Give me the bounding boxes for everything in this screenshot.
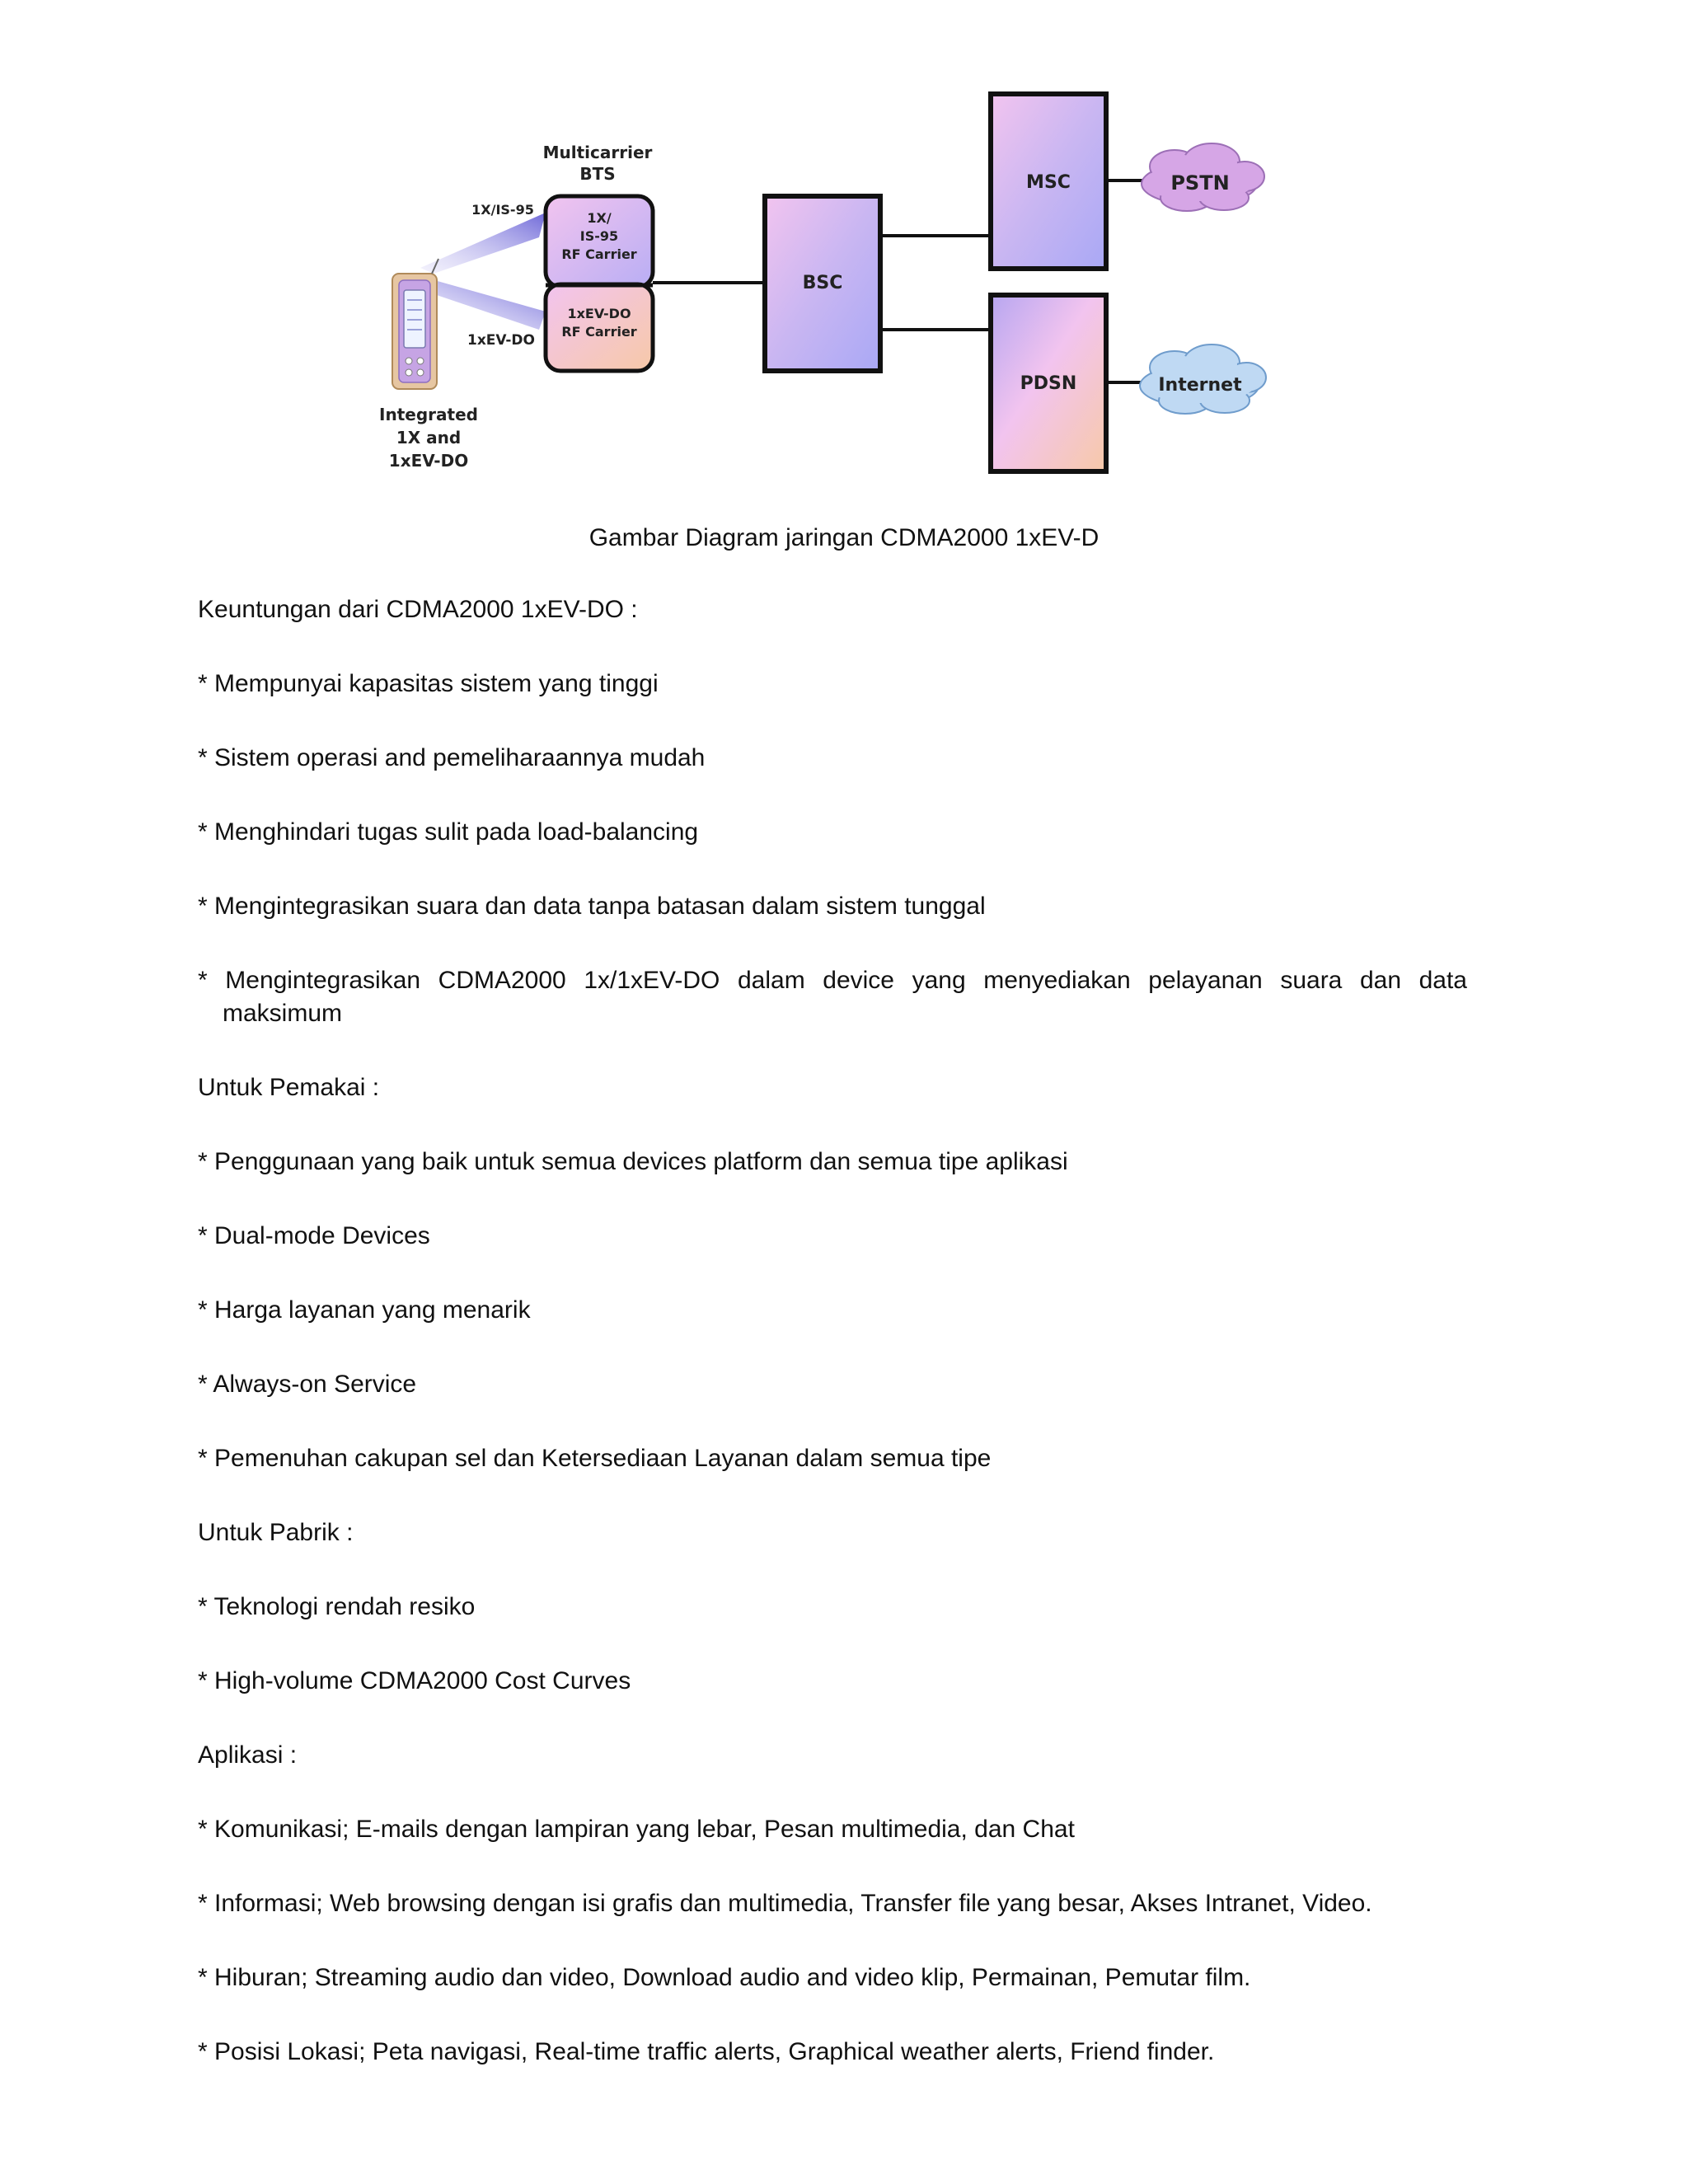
list-item: * Hiburan; Streaming audio dan video, Download audio and video klip, Permainan, Pemutar film. (198, 1964, 1251, 1991)
list-item: * Mengintegrasikan CDMA2000 1x/1xEV-DO dalam device yang menyediakan pelayanan suara dan data maksimum (198, 967, 1467, 1027)
bts-node (543, 143, 653, 371)
figure-caption: Gambar Diagram jaringan CDMA2000 1xEV-D (588, 524, 1100, 551)
device-label-line3: 1xEV-DO (388, 451, 469, 471)
bsc-node (765, 196, 880, 371)
device-label-line2: 1X and (396, 428, 462, 448)
radio-beam-evdo (422, 279, 546, 330)
pstn-label: PSTN (1170, 171, 1230, 194)
pdsn-label: PDSN (1020, 373, 1077, 394)
paragraph-manufacturer-heading: Untuk Pabrik : (198, 1519, 354, 1546)
paragraph-advantages-heading: Keuntungan dari CDMA2000 1xEV-DO : (198, 596, 638, 623)
paragraph-applications-heading: Aplikasi : (198, 1741, 298, 1769)
link-label-1x: 1X/IS-95 (471, 202, 534, 218)
device-label-line1: Integrated (379, 405, 478, 424)
list-item: * Pemenuhan cakupan sel dan Ketersediaan Layanan dalam semua tipe (198, 1445, 992, 1472)
list-item: * Posisi Lokasi; Peta navigasi, Real-time traffic alerts, Graphical weather alerts, Friend finder. (198, 2038, 1215, 2065)
list-item: * High-volume CDMA2000 Cost Curves (198, 1667, 631, 1694)
carrier1-line2: IS-95 (579, 228, 619, 244)
body-text (198, 593, 1467, 2110)
list-item: * Harga layanan yang menarik (198, 1296, 531, 1324)
bts-title-line1: Multicarrier (542, 143, 653, 162)
list-item: * Menghindari tugas sulit pada load-balancing (198, 818, 699, 846)
link-label-evdo: 1xEV-DO (467, 332, 535, 349)
carrier2-line1: 1xEV-DO (567, 306, 631, 321)
list-item: * Teknologi rendah resiko (198, 1593, 476, 1620)
list-item: * Mempunyai kapasitas sistem yang tinggi (198, 670, 659, 697)
radio-beam-1x (420, 213, 546, 274)
pdsn-node (991, 295, 1106, 471)
msc-node (991, 94, 1106, 269)
list-item: * Informasi; Web browsing dengan isi grafis dan multimedia, Transfer file yang besar, Akses Intranet, Video. (198, 1890, 1372, 1917)
paragraph-users-heading: Untuk Pemakai : (198, 1074, 380, 1101)
list-item: * Dual-mode Devices (198, 1222, 430, 1249)
list-item: * Komunikasi; E-mails dengan lampiran yang lebar, Pesan multimedia, dan Chat (198, 1816, 1075, 1843)
msc-label: MSC (1026, 172, 1071, 193)
list-item: * Penggunaan yang baik untuk semua devices platform dan semua tipe aplikasi (198, 1148, 1068, 1175)
internet-label: Internet (1158, 375, 1242, 396)
list-item: * Always-on Service (198, 1371, 417, 1398)
carrier1-line1: 1X/ (587, 210, 612, 226)
carrier1-line3: RF Carrier (561, 246, 637, 262)
list-item: * Sistem operasi and pemeliharaannya mudah (198, 744, 706, 771)
bsc-label: BSC (802, 273, 843, 293)
cdma-network-diagram (363, 82, 1335, 494)
bts-title-line2: BTS (579, 164, 616, 184)
list-item: * Mengintegrasikan suara dan data tanpa batasan dalam sistem tunggal (198, 893, 986, 920)
carrier2-line2: RF Carrier (561, 324, 637, 340)
